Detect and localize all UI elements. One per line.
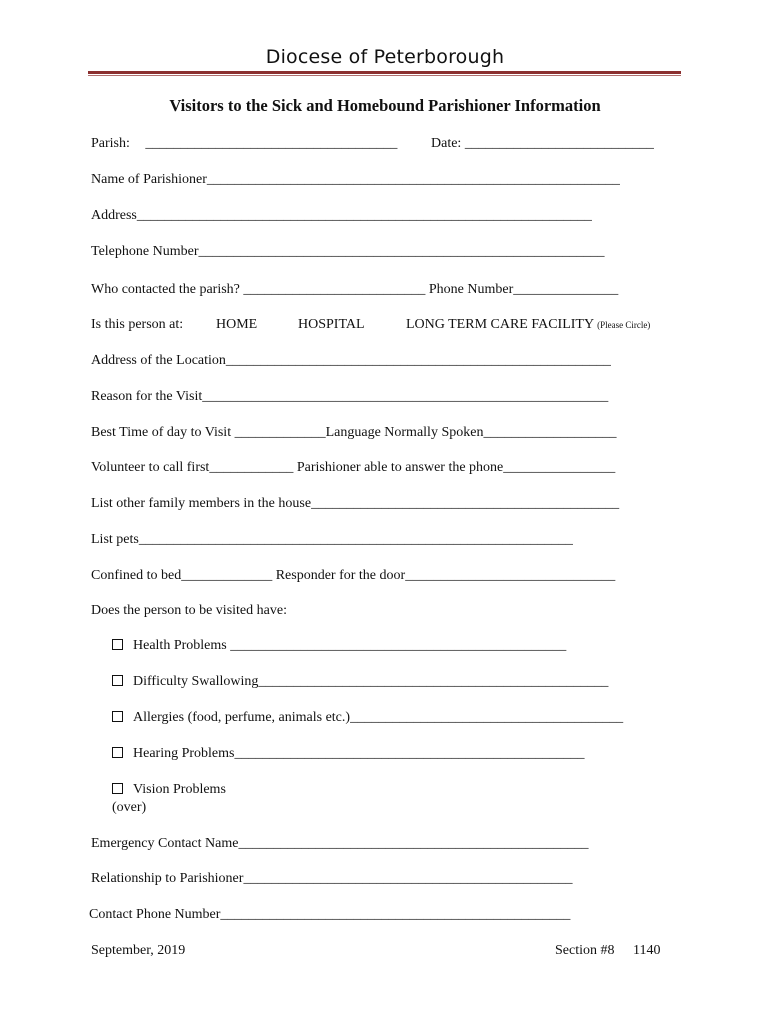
footer-date: September, 2019 bbox=[91, 943, 186, 958]
pets-field[interactable]: ______________________________________________________________ bbox=[138, 532, 573, 547]
vision-checkbox[interactable] bbox=[112, 783, 123, 794]
option-long-term-care[interactable]: LONG TERM CARE FACILITY bbox=[406, 317, 594, 332]
header-rule-thin bbox=[88, 75, 681, 76]
phone-label: Telephone Number bbox=[91, 244, 199, 259]
date-label: Date: bbox=[431, 136, 462, 151]
allergies-label: Allergies (food, perfume, animals etc.) bbox=[133, 710, 351, 725]
answer-phone-field[interactable]: ________________ bbox=[503, 460, 616, 475]
please-circle-note: (Please Circle) bbox=[597, 320, 651, 330]
family-field[interactable]: ____________________________________________ bbox=[311, 496, 620, 511]
who-phone-field[interactable]: _______________ bbox=[513, 282, 619, 297]
contact-phone-label: Contact Phone Number bbox=[89, 907, 221, 922]
location-label: Is this person at: bbox=[91, 317, 184, 332]
over-note: (over) bbox=[112, 800, 147, 815]
swallow-checkbox[interactable] bbox=[112, 675, 123, 686]
parish-label: Parish: bbox=[91, 136, 130, 151]
best-time-label: Best Time of day to Visit bbox=[91, 425, 232, 440]
form-title: Visitors to the Sick and Homebound Parishioner Information bbox=[169, 96, 601, 115]
reason-label: Reason for the Visit bbox=[91, 389, 203, 404]
vision-row bbox=[112, 781, 226, 799]
footer-section: Section #8 bbox=[555, 943, 615, 958]
hearing-row bbox=[112, 745, 584, 763]
address-label: Address bbox=[91, 208, 137, 223]
address-field[interactable]: _________________________________________________________________ bbox=[136, 208, 592, 223]
allergies-row bbox=[112, 709, 623, 727]
responder-field[interactable]: ______________________________ bbox=[405, 568, 616, 583]
swallow-field[interactable]: __________________________________________________ bbox=[258, 674, 609, 689]
emergency-label: Emergency Contact Name bbox=[91, 836, 239, 851]
relationship-row bbox=[91, 870, 572, 888]
vision-label: Vision Problems bbox=[133, 782, 226, 797]
bed-label: Confined to bed bbox=[91, 568, 182, 583]
option-home[interactable]: HOME bbox=[216, 317, 258, 332]
who-field[interactable]: __________________________ bbox=[243, 282, 426, 297]
health-label: Health Problems bbox=[133, 638, 227, 653]
health-row bbox=[112, 637, 566, 655]
best-time-row bbox=[91, 424, 616, 442]
contact-phone-row bbox=[89, 906, 570, 924]
health-checkbox[interactable] bbox=[112, 639, 123, 650]
swallow-row bbox=[112, 673, 608, 691]
name-row bbox=[91, 171, 620, 189]
who-row bbox=[91, 281, 618, 299]
language-field[interactable]: ___________________ bbox=[483, 425, 617, 440]
family-label: List other family members in the house bbox=[91, 496, 312, 511]
reason-field[interactable]: __________________________________________________________ bbox=[202, 389, 609, 404]
parish-row bbox=[91, 135, 397, 153]
loc-address-label: Address of the Location bbox=[91, 353, 226, 368]
volunteer-row bbox=[91, 459, 615, 477]
pets-row bbox=[91, 531, 573, 549]
header-rule bbox=[88, 71, 681, 74]
answer-phone-label: Parishioner able to answer the phone bbox=[296, 460, 504, 475]
allergies-field[interactable]: _______________________________________ bbox=[350, 710, 624, 725]
name-label: Name of Parishioner bbox=[91, 172, 207, 187]
allergies-checkbox[interactable] bbox=[112, 711, 123, 722]
date-field[interactable]: ___________________________ bbox=[464, 136, 654, 151]
hearing-checkbox[interactable] bbox=[112, 747, 123, 758]
bed-row bbox=[91, 567, 615, 585]
emergency-field[interactable]: __________________________________________________ bbox=[238, 836, 589, 851]
bed-field[interactable]: _____________ bbox=[181, 568, 273, 583]
relationship-label: Relationship to Parishioner bbox=[91, 871, 244, 886]
swallow-label: Difficulty Swallowing bbox=[133, 674, 259, 689]
who-phone-label: Phone Number bbox=[428, 282, 514, 297]
who-label: Who contacted the parish? bbox=[91, 282, 240, 297]
phone-field[interactable]: __________________________________________________________ bbox=[198, 244, 605, 259]
does-have-label: Does the person to be visited have: bbox=[91, 603, 287, 618]
phone-row bbox=[91, 243, 604, 261]
hearing-field[interactable]: __________________________________________________ bbox=[234, 746, 585, 761]
date-row bbox=[431, 135, 654, 153]
hearing-label: Hearing Problems bbox=[133, 746, 235, 761]
loc-address-field[interactable]: _______________________________________________________ bbox=[225, 353, 611, 368]
volunteer-field[interactable]: ____________ bbox=[209, 460, 294, 475]
ltc-row bbox=[406, 316, 650, 334]
reason-row bbox=[91, 388, 608, 406]
footer-page-number: 1140 bbox=[633, 943, 661, 958]
volunteer-label: Volunteer to call first bbox=[91, 460, 210, 475]
option-hospital[interactable]: HOSPITAL bbox=[298, 317, 365, 332]
emergency-row bbox=[91, 835, 588, 853]
best-time-field[interactable]: _____________ bbox=[234, 425, 326, 440]
parish-field[interactable]: ____________________________________ bbox=[145, 136, 398, 151]
contact-phone-field[interactable]: __________________________________________________ bbox=[220, 907, 571, 922]
relationship-field[interactable]: _______________________________________________ bbox=[243, 871, 573, 886]
health-field[interactable]: ________________________________________________ bbox=[230, 638, 567, 653]
address-row bbox=[91, 207, 592, 225]
family-row bbox=[91, 495, 619, 513]
language-label: Language Normally Spoken bbox=[325, 425, 484, 440]
loc-address-row bbox=[91, 352, 611, 370]
responder-label: Responder for the door bbox=[275, 568, 406, 583]
pets-label: List pets bbox=[91, 532, 139, 547]
name-field[interactable]: ___________________________________________________________ bbox=[206, 172, 620, 187]
diocese-header: Diocese of Peterborough bbox=[265, 46, 505, 68]
